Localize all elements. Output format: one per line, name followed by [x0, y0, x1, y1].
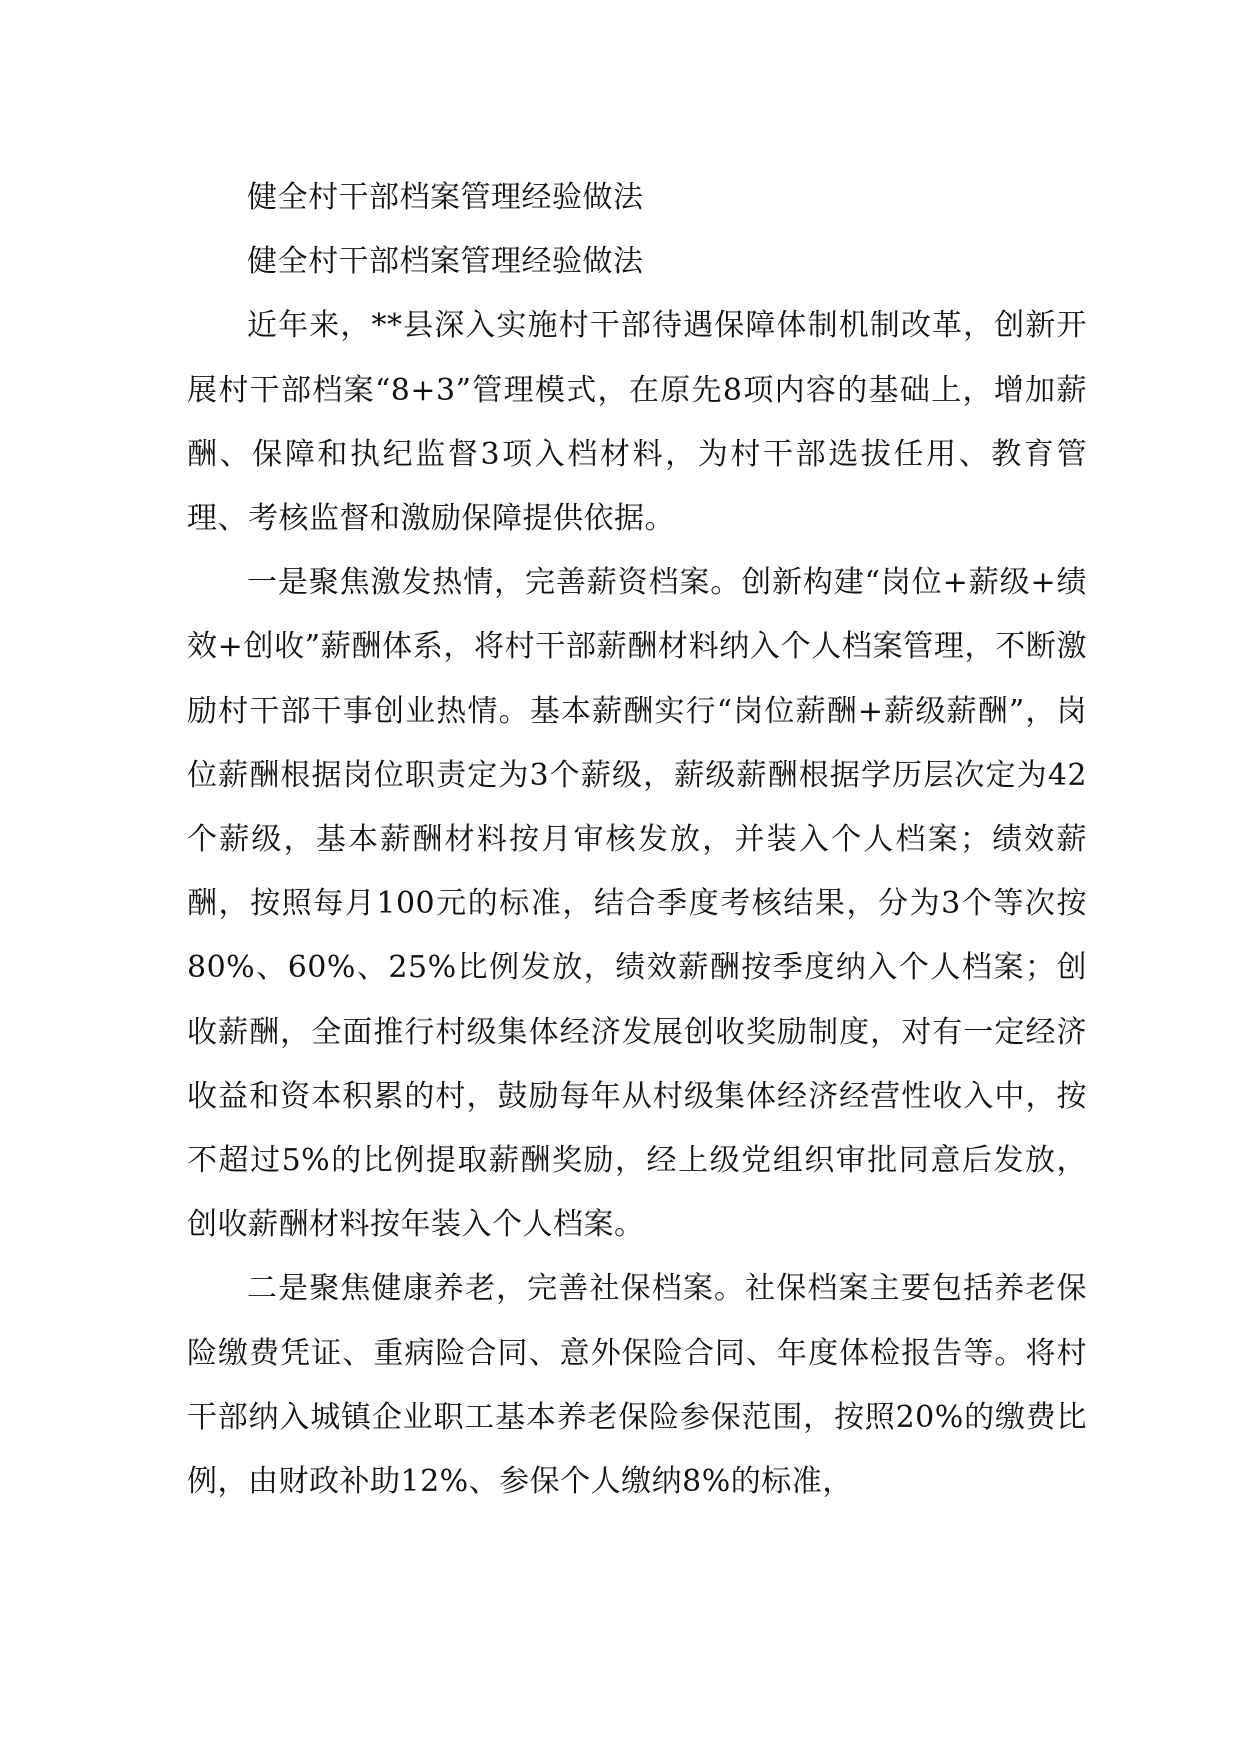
intro-paragraph: 近年来，**县深入实施村干部待遇保障体制机制改革，创新开展村干部档案“8+3”管理模式，在原先8项内容的基础上，增加薪酬、保障和执纪监督3项入档材料，为村干部选拔任用、教育管理、考核监督和激励保障提供依据。 — [187, 308, 1087, 537]
social-security-archive-paragraph: 二是聚焦健康养老，完善社保档案。社保档案主要包括养老保险缴费凭证、重病险合同、意外保险合同、年度体检报告等。将村干部纳入城镇企业职工基本养老保险参保范围，按照20%的缴费比例，由财政补助12%、参保个人缴纳8%的标准， — [187, 1271, 1087, 1500]
document-body — [187, 166, 1087, 1514]
salary-archive-paragraph: 一是聚焦激发热情，完善薪资档案。创新构建“岗位+薪级+绩效+创收”薪酬体系，将村干部薪酬材料纳入个人档案管理，不断激励村干部干事创业热情。基本薪酬实行“岗位薪酬+薪级薪酬”，岗位薪酬根据岗位职责定为3个薪级，薪级薪酬根据学历层次定为42个薪级，基本薪酬材料按月审核发放，并装入个人档案；绩效薪酬，按照每月100元的标准，结合季度考核结果，分为3个等次按80%、60%、25%比例发放，绩效薪酬按季度纳入个人档案；创收薪酬，全面推行村级集体经济发展创收奖励制度，对有一定经济收益和资本积累的村，鼓励每年从村级集体经济经营性收入中，按不超过5%的比例提取薪酬奖励，经上级党组织审批同意后发放，创收薪酬材料按年装入个人档案。 — [187, 565, 1087, 1243]
document-title-repeat: 健全村干部档案管理经验做法 — [247, 244, 644, 280]
document-title: 健全村干部档案管理经验做法 — [247, 180, 644, 215]
